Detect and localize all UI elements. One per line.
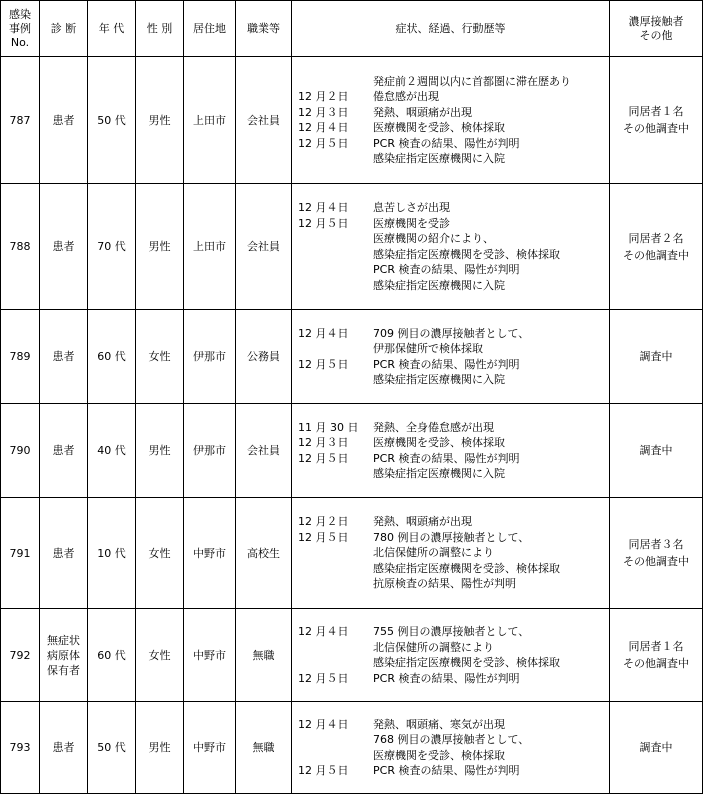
table-row: [1, 184, 703, 310]
course-entry: [298, 278, 609, 294]
header-diagnosis: 診 断: [40, 1, 88, 57]
entry-text: 755 例目の濃厚接触者として、 北信保健所の調整により 感染症指定医療機関を受診、検体採取: [373, 625, 560, 669]
age: 40 代: [88, 404, 136, 498]
table-row: [1, 404, 703, 498]
entry-date: 12 月２日: [298, 90, 349, 103]
case-no: 790: [1, 404, 40, 498]
course-cell: [292, 310, 610, 404]
course-entry: [298, 545, 609, 561]
diagnosis: 患者: [40, 702, 88, 794]
course-entry: [298, 624, 609, 671]
course-cell: [292, 404, 610, 498]
entry-text: 医療機関の紹介により、: [373, 232, 494, 245]
course-entry: [298, 357, 609, 373]
table-row: [1, 498, 703, 609]
course-entry: [298, 561, 609, 577]
course-cell: [292, 609, 610, 702]
sex: 男性: [136, 184, 184, 310]
entry-text: 医療機関を受診、検体採取: [373, 436, 505, 449]
course-entry: [298, 136, 609, 152]
course-entries: [292, 620, 609, 690]
occupation: 会社員: [236, 57, 292, 184]
residence: 中野市: [184, 702, 236, 794]
occupation: 会社員: [236, 404, 292, 498]
course-cell: [292, 57, 610, 184]
course-entries: [292, 510, 609, 596]
entry-date: 12 月４日: [298, 717, 349, 731]
case-no: 792: [1, 609, 40, 702]
course-entries: [292, 416, 609, 486]
diagnosis: 患者: [40, 310, 88, 404]
entry-date: [298, 151, 373, 167]
residence: 中野市: [184, 498, 236, 609]
occupation: 無職: [236, 702, 292, 794]
entry-text: 発症前２週間以内に首都圏に滞在歴あり: [373, 74, 571, 88]
entry-text: 発熱、咽頭痛、寒気が出現 768 例目の濃厚接触者として、 医療機関を受診、検体採取: [373, 717, 530, 762]
course-entry: [298, 530, 609, 546]
entry-text: 倦怠感が出現: [373, 90, 439, 103]
course-entry: [298, 200, 609, 216]
contacts: 同居者３名 その他調査中: [610, 498, 703, 609]
header-contacts: 濃厚接触者 その他: [610, 1, 703, 57]
contacts: 調査中: [610, 702, 703, 794]
course-entry: [298, 514, 609, 530]
entry-date: [298, 278, 373, 294]
entry-date: 12 月４日: [298, 326, 349, 340]
header-age: 年 代: [88, 1, 136, 57]
table-row: [1, 310, 703, 404]
course-cell: [292, 498, 610, 609]
course-entry: [298, 74, 609, 90]
diagnosis: 無症状 病原体 保有者: [40, 609, 88, 702]
entry-date: 12 月４日: [298, 625, 349, 638]
sex: 男性: [136, 57, 184, 184]
header-occupation: 職業等: [236, 1, 292, 57]
entry-text: PCR 検査の結果、陽性が判明: [373, 136, 520, 150]
entry-text: 感染症指定医療機関を受診、検体採取: [373, 561, 560, 575]
case-no: 789: [1, 310, 40, 404]
course-entry: [298, 420, 609, 436]
entry-text: PCR 検査の結果、陽性が判明: [373, 357, 520, 371]
contacts: 調査中: [610, 404, 703, 498]
case-no: 791: [1, 498, 40, 609]
entry-text: 感染症指定医療機関に入院: [373, 278, 505, 292]
entry-text: 北信保健所の調整により: [373, 546, 494, 560]
course-entry: [298, 372, 609, 388]
entry-date: [298, 545, 373, 561]
residence: 上田市: [184, 57, 236, 184]
sex: 男性: [136, 702, 184, 794]
entry-text: PCR 検査の結果、陽性が判明: [373, 671, 520, 685]
entry-text: 発熱、全身倦怠感が出現: [373, 420, 494, 434]
entry-date: 12 月２日: [298, 515, 349, 529]
course-entry: [298, 216, 609, 232]
header-row: [1, 1, 703, 57]
entry-date: 12 月３日: [298, 105, 349, 119]
course-entry: [298, 326, 609, 357]
age: 50 代: [88, 702, 136, 794]
header-case-no: 感染 事例 No.: [1, 1, 40, 57]
entry-text: 抗原検査の結果、陽性が判明: [373, 577, 516, 591]
course-cell: [292, 702, 610, 794]
course-entry: [298, 763, 609, 779]
entry-date: 12 月５日: [298, 451, 349, 465]
course-entries: [292, 70, 609, 171]
entry-date: [298, 576, 373, 592]
course-entry: [298, 89, 609, 105]
entry-date: 12 月３日: [298, 436, 349, 449]
entry-date: 12 月５日: [298, 136, 349, 150]
course-entry: [298, 435, 609, 451]
course-entry: [298, 105, 609, 121]
entry-date: 12 月４日: [298, 121, 349, 134]
entry-text: 発熱、咽頭痛が出現: [373, 105, 472, 119]
entry-text: PCR 検査の結果、陽性が判明: [373, 764, 520, 777]
residence: 上田市: [184, 184, 236, 310]
entry-date: 12 月５日: [298, 671, 349, 685]
entry-text: PCR 検査の結果、陽性が判明: [373, 263, 520, 276]
sex: 男性: [136, 404, 184, 498]
sex: 女性: [136, 310, 184, 404]
age: 50 代: [88, 57, 136, 184]
entry-text: 感染症指定医療機関に入院: [373, 467, 505, 480]
case-no: 787: [1, 57, 40, 184]
course-entries: [292, 196, 609, 297]
entry-text: 780 例目の濃厚接触者として、: [373, 530, 530, 544]
residence: 中野市: [184, 609, 236, 702]
entry-date: 11 月 30 日: [298, 420, 359, 434]
contacts: 調査中: [610, 310, 703, 404]
header-course: 症状、経過、行動歴等: [292, 1, 610, 57]
course-entry: [298, 151, 609, 167]
course-entry: [298, 120, 609, 136]
course-entry: [298, 231, 609, 247]
entry-date: [298, 262, 373, 278]
entry-text: 息苦しさが出現: [373, 201, 450, 214]
occupation: 会社員: [236, 184, 292, 310]
contacts: 同居者１名 その他調査中: [610, 57, 703, 184]
entry-date: [298, 74, 373, 90]
entry-text: 709 例目の濃厚接触者として、 伊那保健所で検体採取: [373, 326, 530, 355]
header-sex: 性 別: [136, 1, 184, 57]
entry-date: [298, 247, 373, 263]
entry-text: 医療機関を受診、検体採取: [373, 121, 505, 134]
contacts: 同居者２名 その他調査中: [610, 184, 703, 310]
diagnosis: 患者: [40, 57, 88, 184]
course-entry: [298, 262, 609, 278]
sex: 女性: [136, 609, 184, 702]
course-entries: [292, 322, 609, 392]
course-entry: [298, 717, 609, 764]
entry-date: 12 月５日: [298, 530, 349, 544]
residence: 伊那市: [184, 310, 236, 404]
diagnosis: 患者: [40, 498, 88, 609]
entry-date: 12 月５日: [298, 216, 349, 230]
course-entry: [298, 671, 609, 687]
entry-text: 医療機関を受診: [373, 216, 450, 230]
course-entry: [298, 466, 609, 482]
course-entry: [298, 247, 609, 263]
contacts: 同居者１名 その他調査中: [610, 609, 703, 702]
entry-date: 12 月５日: [298, 357, 349, 371]
entry-date: [298, 466, 373, 482]
residence: 伊那市: [184, 404, 236, 498]
occupation: 高校生: [236, 498, 292, 609]
entry-text: PCR 検査の結果、陽性が判明: [373, 451, 520, 465]
diagnosis: 患者: [40, 184, 88, 310]
diagnosis: 患者: [40, 404, 88, 498]
entry-text: 発熱、咽頭痛が出現: [373, 515, 472, 529]
entry-date: 12 月５日: [298, 764, 349, 777]
table-row: [1, 57, 703, 184]
entry-text: 感染症指定医療機関に入院: [373, 152, 505, 165]
age: 60 代: [88, 310, 136, 404]
age: 70 代: [88, 184, 136, 310]
age: 60 代: [88, 609, 136, 702]
case-no: 788: [1, 184, 40, 310]
course-cell: [292, 184, 610, 310]
entry-text: 感染症指定医療機関に入院: [373, 373, 505, 386]
entry-text: 感染症指定医療機関を受診、検体採取: [373, 247, 560, 261]
course-entry: [298, 576, 609, 592]
entry-date: [298, 231, 373, 247]
table-row: [1, 702, 703, 794]
age: 10 代: [88, 498, 136, 609]
course-entries: [292, 713, 609, 783]
entry-date: [298, 561, 373, 577]
course-entry: [298, 451, 609, 467]
case-no: 793: [1, 702, 40, 794]
header-residence: 居住地: [184, 1, 236, 57]
entry-date: 12 月４日: [298, 201, 349, 214]
occupation: 無職: [236, 609, 292, 702]
occupation: 公務員: [236, 310, 292, 404]
sex: 女性: [136, 498, 184, 609]
table-row: [1, 609, 703, 702]
entry-date: [298, 372, 373, 388]
